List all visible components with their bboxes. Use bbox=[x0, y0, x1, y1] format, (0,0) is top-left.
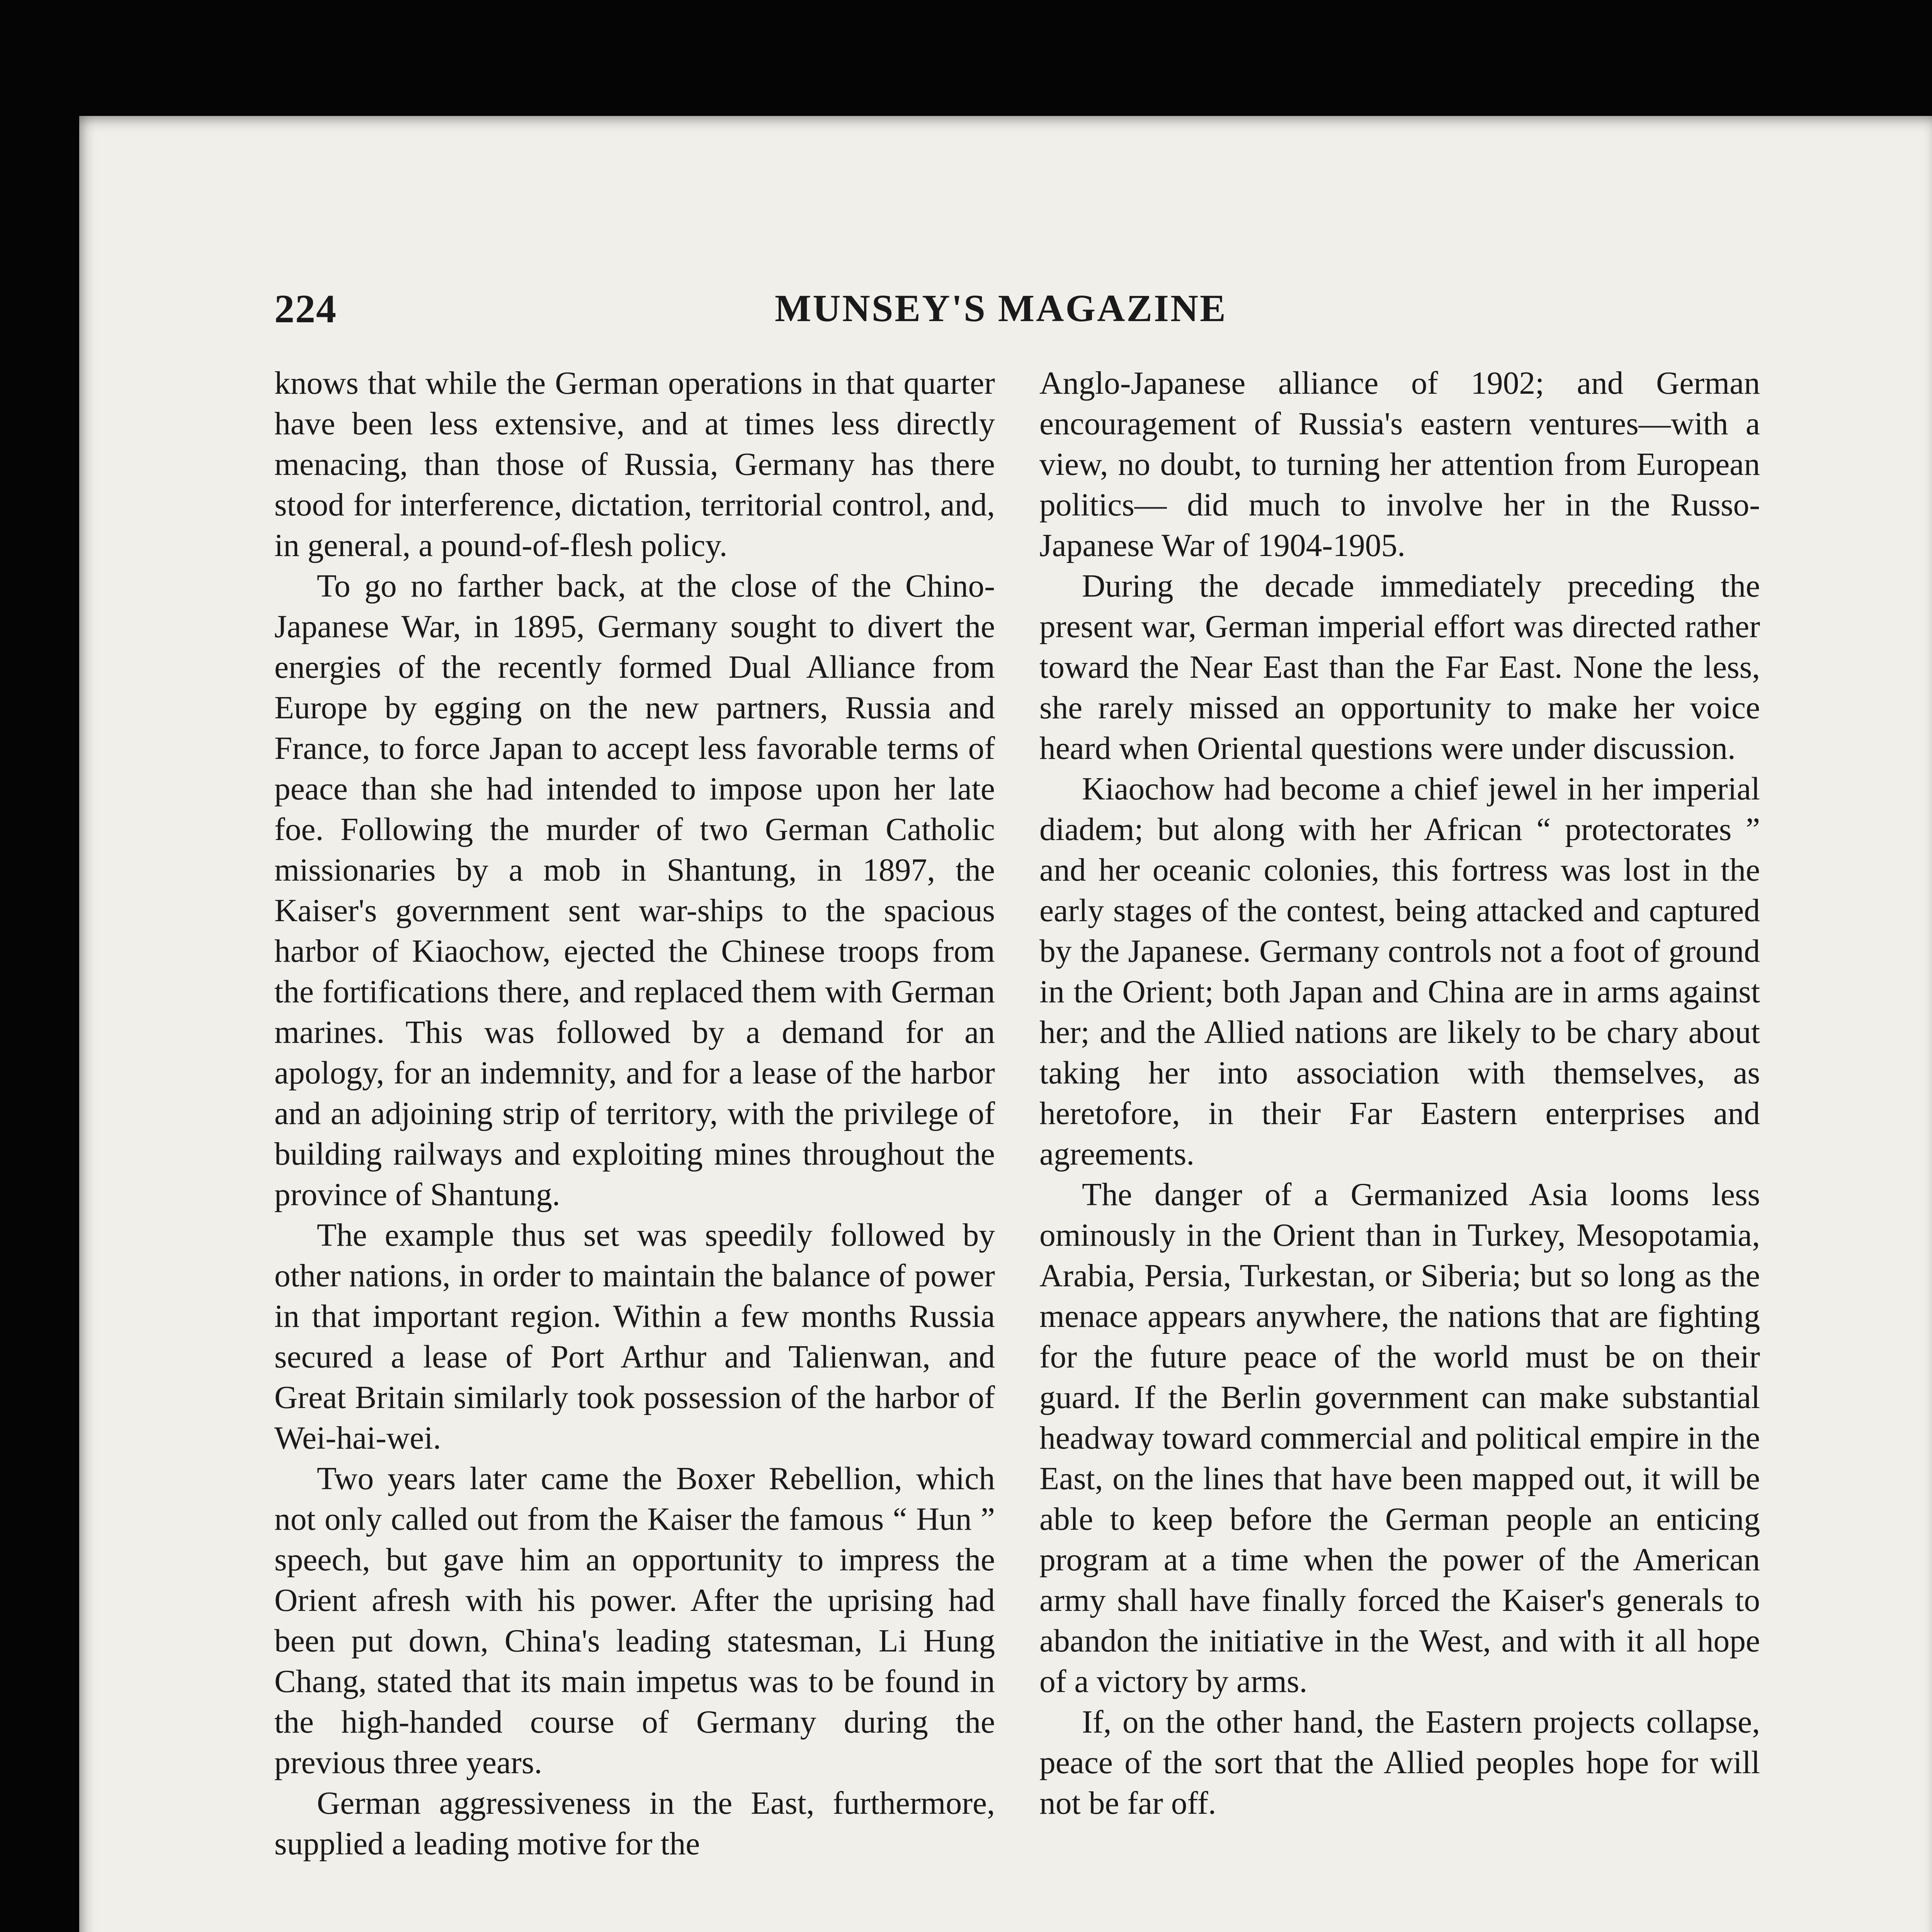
paragraph: Two years later came the Boxer Rebellion, which not only called out from the Kaiser the famous “ Hun ” speech, but gave him an opportunity to impress the Orient afresh with his power. After the uprising had been put down, China's leading statesman, Li Hung Chang, stated that its main impetus was to be found in the high-handed course of Germany during the previous three years. bbox=[274, 1461, 995, 1781]
paragraph: To go no farther back, at the close of the Chino-Japanese War, in 1895, Germany sought to divert the energies of the recently formed Dual Alliance from Europe by egging on the new partners, Russia and France, to force Japan to accept less favorable terms of peace than she had intended to impose upon her late foe. Following the murder of two German Catholic missionaries by a mob in Shantung, in 1897, the Kaiser's government sent war-ships to the spacious harbor of Kiaochow, ejected the Chinese troops from the fortifications there, and replaced them with German marines. This was followed by a demand for an apology, for an indemnity, and for a lease of the harbor and an adjoining strip of territory, with the privilege of building railways and exploiting mines throughout the province of Shantung. bbox=[274, 568, 995, 1213]
paragraph: If, on the other hand, the Eastern projects collapse, peace of the sort that the Allied peoples hope for will not be far off. bbox=[1039, 1704, 1760, 1821]
paragraph: German aggressiveness in the East, furthermore, supplied a leading motive for the bbox=[274, 1786, 995, 1862]
page-number: 224 bbox=[274, 287, 337, 331]
magazine-title: MUNSEY'S MAGAZINE bbox=[775, 287, 1227, 330]
paragraph: knows that while the German operations in that quarter have been less extensive, and at times less directly menacing, than those of Russia, Germany has there stood for interference, dictation, territorial control, and, in general, a pound-of-flesh policy. bbox=[274, 366, 995, 563]
article-column-right bbox=[1039, 363, 1760, 1824]
paragraph: The danger of a Germanized Asia looms less ominously in the Orient than in Turkey, Mesopotamia, Arabia, Persia, Turkestan, or Siberia; but so long as the menace appears anywhere, the nations that are fighting for the future peace of the world must be on their guard. If the Berlin government can make substantial headway toward commercial and political empire in the East, on the lines that have been mapped out, it will be able to keep before the German people an enticing program at a time when the power of the American army shall have finally forced the Kaiser's generals to abandon the initiative in the West, and with it all hope of a victory by arms. bbox=[1039, 1177, 1760, 1699]
page-header bbox=[79, 286, 1932, 336]
paragraph: During the decade immediately preceding the present war, German imperial effort was directed rather toward the Near East than the Far East. None the less, she rarely missed an opportunity to make her voice heard when Oriental questions were under discussion. bbox=[1039, 568, 1760, 766]
paragraph: The example thus set was speedily followed by other nations, in order to maintain the balance of power in that important region. Within a few months Russia secured a lease of Port Arthur and Talienwan, and Great Britain similarly took possession of the harbor of Wei-hai-wei. bbox=[274, 1218, 995, 1456]
article-column-left bbox=[274, 363, 995, 1864]
magazine-page bbox=[79, 116, 1932, 1932]
paragraph: Anglo-Japanese alliance of 1902; and German encouragement of Russia's eastern ventures—with a view, no doubt, to turning her attention from European politics— did much to involve her in the Russo-Japanese War of 1904-1905. bbox=[1039, 366, 1760, 563]
paragraph: Kiaochow had become a chief jewel in her imperial diadem; but along with her African “ protectorates ” and her oceanic colonies, this fortress was lost in the early stages of the contest, being attacked and captured by the Japanese. Germany controls not a foot of ground in the Orient; both Japan and China are in arms against her; and the Allied nations are likely to be chary about taking her into association with themselves, as heretofore, in their Far Eastern enterprises and agreements. bbox=[1039, 771, 1760, 1172]
